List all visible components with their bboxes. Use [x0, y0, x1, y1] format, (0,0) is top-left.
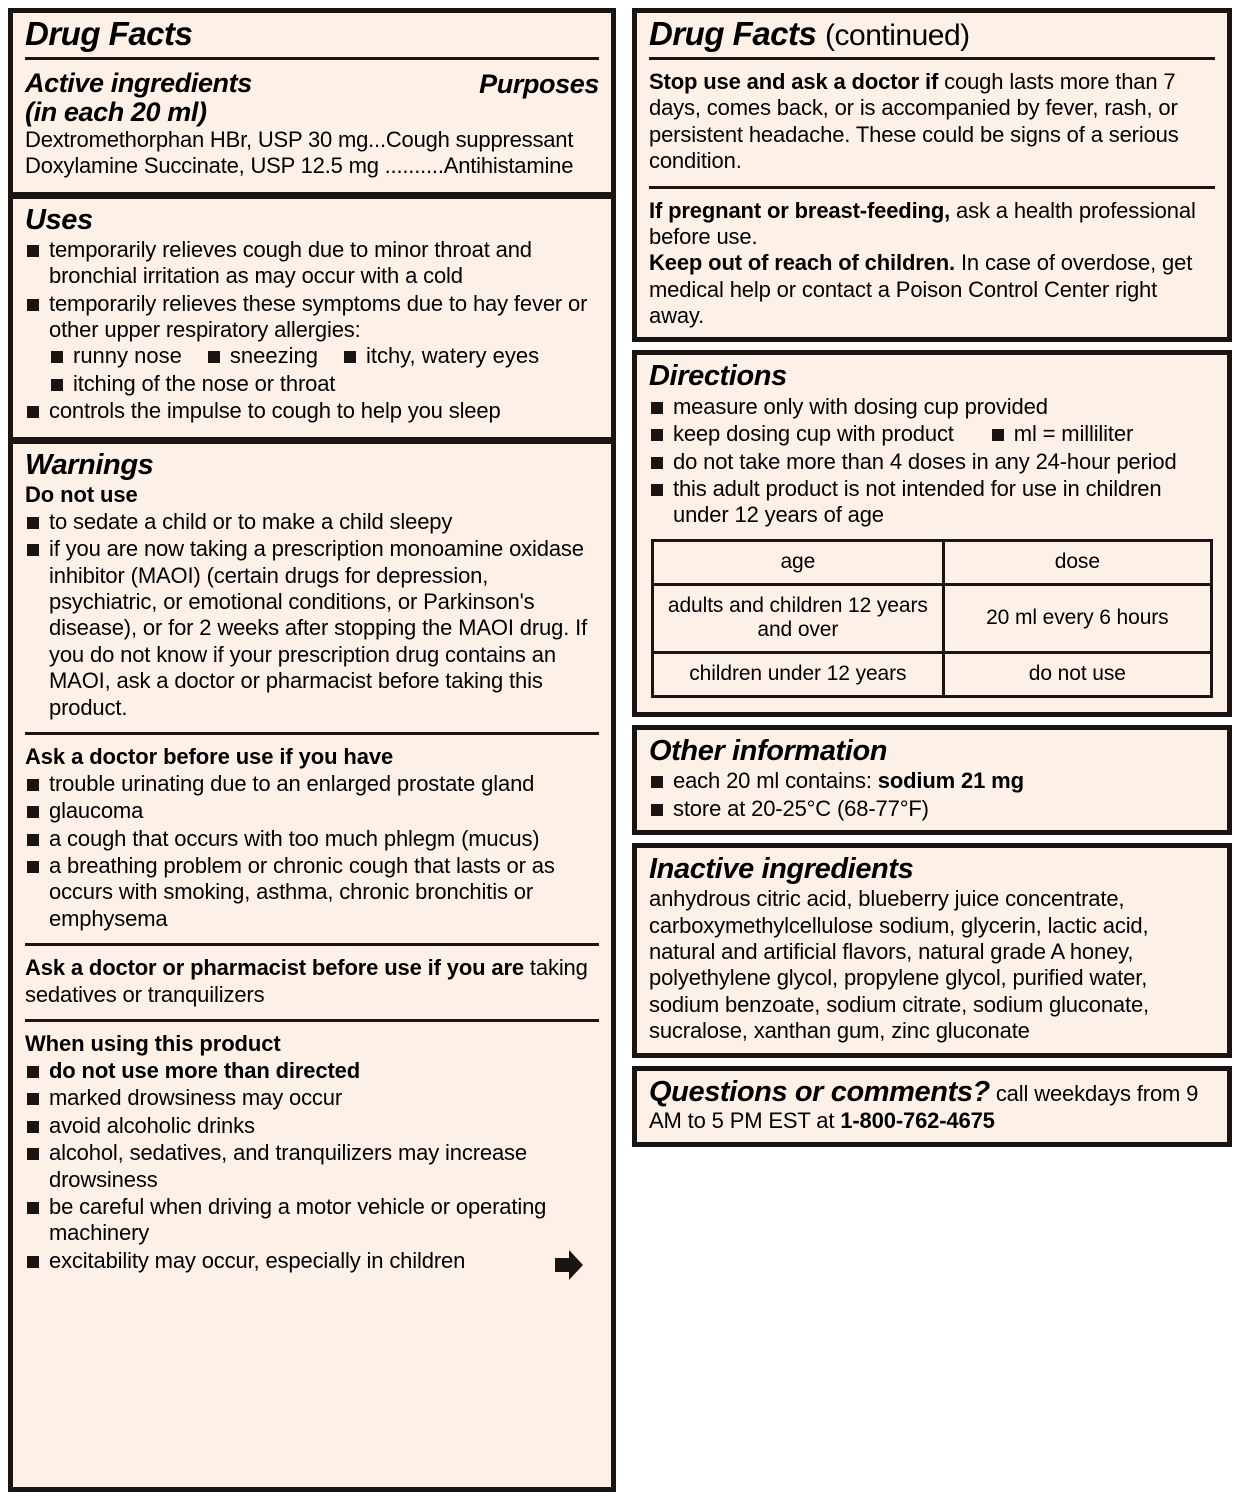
- table-cell-dose: 20 ml every 6 hours: [943, 584, 1211, 653]
- right-panel-directions: [632, 350, 1232, 716]
- sodium-label: each 20 ml contains:: [673, 768, 878, 794]
- table-cell-age: children under 12 years: [653, 653, 944, 697]
- list-item: a cough that occurs with too much phlegm (mucus): [25, 826, 599, 852]
- continuation-arrow-area: [25, 1274, 599, 1304]
- drug-facts-title-continued: [637, 13, 1227, 54]
- keep-out-lead: Keep out of reach of children.: [649, 250, 955, 276]
- dosing-table: [651, 539, 1213, 698]
- questions-text: [649, 1077, 1215, 1135]
- questions-lead: Questions or comments?: [649, 1075, 990, 1108]
- list-item: to sedate a child or to make a child sleepy: [25, 509, 599, 535]
- section-divider: [13, 437, 611, 444]
- right-panel-other-info: [632, 725, 1232, 835]
- other-information-heading: Other information: [649, 734, 888, 767]
- table-header-age: age: [653, 540, 944, 584]
- warnings-subdivider: [25, 943, 599, 946]
- inactive-ingredients-section: [637, 848, 1227, 1053]
- list-item: alcohol, sedatives, and tranquilizers may increase drowsiness: [25, 1140, 599, 1193]
- list-item: sneezing: [206, 343, 318, 369]
- left-panel: [8, 8, 616, 1492]
- list-item: [649, 421, 1215, 447]
- list-item: itching of the nose or throat: [49, 371, 599, 397]
- list-item: temporarily relieves cough due to minor throat and bronchial irritation as may occur with a cold: [25, 237, 599, 290]
- table-header-row: [653, 540, 1212, 584]
- list-item: itchy, watery eyes: [342, 343, 539, 369]
- list-item: temporarily relieves these symptoms due to hay fever or other upper respiratory allergies:: [25, 291, 599, 344]
- ask-pharmacist-section: [13, 949, 611, 1016]
- directions-heading: Directions: [649, 360, 787, 393]
- active-ingredient-row: Doxylamine Succinate, USP 12.5 mg ..........Antihistamine: [25, 153, 574, 179]
- ask-doctor-subhead: Ask a doctor before use if you have: [25, 743, 394, 769]
- list-item: glaucoma: [25, 798, 599, 824]
- pregnancy-lead: If pregnant or breast-feeding,: [649, 197, 951, 223]
- active-ingredient-row: Dextromethorphan HBr, USP 30 mg...Cough suppressant: [25, 126, 574, 152]
- ask-pharmacist-text: [25, 955, 599, 1008]
- warnings-section: [13, 444, 611, 729]
- table-cell-age: adults and children 12 years and over: [653, 584, 944, 653]
- section-divider: [13, 192, 611, 199]
- pregnancy-keepout-section: [637, 192, 1227, 338]
- questions-mid: call weekdays from 9 AM to 5 PM EST at: [649, 1080, 1199, 1133]
- list-item: this adult product is not intended for use in children under 12 years of age: [649, 476, 1215, 529]
- list-item: controls the impulse to cough to help you sleep: [25, 398, 599, 424]
- other-information-list: [649, 768, 1215, 822]
- ask-doctor-section: [13, 738, 611, 940]
- questions-section: [637, 1071, 1227, 1143]
- list-item: measure only with dosing cup provided: [649, 394, 1215, 420]
- list-item: do not use more than directed: [25, 1058, 599, 1084]
- stop-use-rest: cough lasts more than 7 days, comes back, or is accompanied by fever, rash, or persistent headache. These could be signs of a serious condition.: [649, 68, 1179, 174]
- right-panel-questions: [632, 1066, 1232, 1148]
- purposes-heading: Purposes: [479, 68, 599, 99]
- right-column-spacer: [632, 1155, 1232, 1492]
- continued-label: (continued): [825, 19, 970, 52]
- when-using-list: [25, 1058, 599, 1274]
- list-item: excitability may occur, especially in children: [25, 1248, 599, 1274]
- active-ingredients-heading: Active ingredients (in each 20 ml): [25, 67, 252, 127]
- table-cell-dose: do not use: [943, 653, 1211, 697]
- uses-symptom-row: [49, 343, 599, 369]
- table-row: [653, 584, 1212, 653]
- active-ingredients-section: [13, 63, 611, 188]
- list-item: trouble urinating due to an enlarged prostate gland: [25, 771, 599, 797]
- table-header-dose: dose: [943, 540, 1211, 584]
- right-subdivider: [649, 186, 1215, 189]
- ask-pharmacist-rest: taking sedatives or tranquilizers: [25, 955, 588, 1007]
- phone-number: 1-800-762-4675: [840, 1107, 995, 1133]
- right-panel-warnings: [632, 8, 1232, 342]
- list-item-label: keep dosing cup with product: [673, 421, 954, 447]
- right-arrow-icon: [553, 1248, 585, 1287]
- keep-out-text: [649, 250, 1215, 329]
- uses-sublist: [25, 371, 599, 397]
- stop-use-text: [649, 69, 1215, 175]
- directions-inline-row: [673, 421, 1215, 447]
- ask-pharmacist-lead: Ask a doctor or pharmacist before use if you are: [25, 955, 524, 981]
- directions-section: [637, 355, 1227, 711]
- inactive-ingredients-heading: Inactive ingredients: [649, 852, 914, 885]
- list-item: avoid alcoholic drinks: [25, 1113, 599, 1139]
- table-row: [653, 653, 1212, 697]
- do-not-use-subhead: Do not use: [25, 481, 138, 507]
- right-panel-inactive: [632, 843, 1232, 1058]
- stop-use-lead: Stop use and ask a doctor if: [649, 68, 939, 94]
- pregnancy-rest: ask a health professional before use.: [649, 197, 1196, 249]
- list-item: a breathing problem or chronic cough that lasts or as occurs with smoking, asthma, chronic bronchitis or emphysema: [25, 853, 599, 932]
- ask-doctor-list: [25, 771, 599, 932]
- uses-list: [25, 237, 599, 344]
- active-ingredients-headrow: [25, 69, 599, 127]
- pregnancy-text: [649, 198, 1215, 251]
- when-using-section: [13, 1025, 611, 1312]
- uses-list-tail: [25, 398, 599, 424]
- list-item: be careful when driving a motor vehicle or operating machinery: [25, 1194, 599, 1247]
- sodium-value: sodium 21 mg: [877, 768, 1024, 794]
- list-item-label: ml = milliliter: [990, 421, 1133, 447]
- uses-heading: Uses: [25, 203, 93, 236]
- drug-facts-title: Drug Facts: [25, 15, 193, 52]
- right-column: [632, 8, 1232, 1492]
- directions-list: [649, 394, 1215, 529]
- warnings-heading: Warnings: [25, 448, 154, 481]
- uses-section: [13, 199, 611, 433]
- warnings-subdivider: [25, 1019, 599, 1022]
- list-item: marked drowsiness may occur: [25, 1085, 599, 1111]
- keep-out-rest: In case of overdose, get medical help or contact a Poison Control Center right away.: [649, 250, 1193, 329]
- warnings-subdivider: [25, 732, 599, 735]
- inactive-ingredients-text: anhydrous citric acid, blueberry juice concentrate, carboxymethylcellulose sodium, glycerin, lactic acid, natural and artificial flavors, natural grade A honey, polyethylene glycol, propylene glycol, purified water, sodium benzoate, sodium citrate, sodium gluconate, sucralose, xanthan gum, zinc gluconate: [649, 886, 1150, 1044]
- list-item: runny nose: [49, 343, 182, 369]
- left-column: [8, 8, 616, 1492]
- list-item: [649, 768, 1215, 794]
- title-rule: [25, 57, 599, 60]
- drug-facts-title-text: Drug Facts: [649, 15, 817, 52]
- list-item: do not take more than 4 doses in any 24-hour period: [649, 449, 1215, 475]
- other-information-section: [637, 730, 1227, 830]
- list-item: store at 20-25°C (68-77°F): [649, 796, 1215, 822]
- title-rule: [649, 57, 1215, 60]
- stop-use-section: [637, 63, 1227, 183]
- do-not-use-list: [25, 509, 599, 721]
- list-item: if you are now taking a prescription monoamine oxidase inhibitor (MAOI) (certain drugs for depression, psychiatric, or emotional conditions, or Parkinson's disease), or for 2 weeks after stopping the MAOI drug. If you do not know if your prescription drug contains an MAOI, ask a doctor or pharmacist before taking this product.: [25, 536, 599, 721]
- when-using-subhead: When using this product: [25, 1031, 281, 1057]
